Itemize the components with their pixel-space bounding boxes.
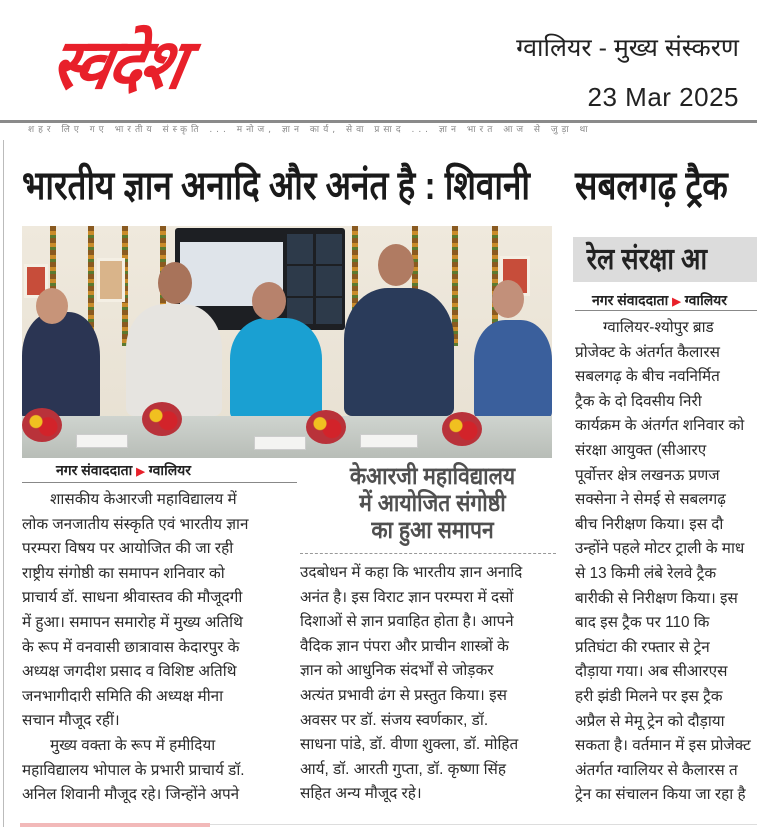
text-line: पूर्वोत्तर क्षेत्र लखनऊ प्रणज (575, 466, 720, 484)
bottom-rule (210, 824, 757, 825)
subheadline-rule (300, 553, 556, 554)
byline-city: ग्वालियर (684, 292, 728, 308)
screen-tile (316, 234, 342, 264)
text-line: ज्ञान को आधुनिक संदर्भों से जोड़कर (300, 662, 494, 680)
text-line: दौड़ाया गया। अब सीआरएस (575, 663, 728, 681)
byline-arrow-icon: ▶ (672, 296, 681, 308)
text-line: हरी झंडी मिलने पर इस ट्रैक (575, 687, 723, 705)
right-article-column (575, 316, 757, 808)
byline-city: ग्वालियर (148, 462, 192, 478)
subheadline-line: केआरजी महाविद्यालय (349, 463, 516, 490)
main-byline (56, 461, 191, 480)
text-line: प्राचार्य डॉ. साधना श्रीवास्तव की मौजूदगी (22, 589, 243, 607)
main-article-column-2 (300, 561, 556, 807)
text-line: कार्यक्रम के अंतर्गत शनिवार को (575, 417, 745, 435)
text-line: महाविद्यालय भोपाल के प्रभारी प्राचार्य डॉ. (22, 761, 245, 779)
subheadline-line: में आयोजित संगोष्ठी (359, 490, 506, 517)
person-man-vest (344, 288, 454, 416)
text-line: सचान मौजूद रहीं। (22, 712, 120, 730)
person-head (36, 288, 68, 324)
person-head (492, 280, 524, 318)
screen-tile (287, 266, 313, 296)
text-line: बाद इस ट्रैक पर 110 कि (575, 614, 710, 632)
text-line: संरक्षा आयुक्त (सीआरए (575, 441, 707, 459)
name-card (254, 436, 306, 450)
text-line: प्रोजेक्ट के अंतर्गत कैलारस (575, 343, 720, 361)
text-line: से 13 किमी लंबे रेलवे ट्रैक (575, 564, 717, 582)
flower-bouquet (306, 410, 346, 444)
text-line: में हुआ। समापन समारोह में मुख्य अतिथि (22, 613, 243, 631)
screen-tile (316, 298, 342, 324)
person-head (158, 262, 192, 304)
text-line: लोक जनजातीय संस्कृति एवं भारतीय ज्ञान (22, 515, 249, 533)
screen-tile (316, 266, 342, 296)
text-line: ग्वालियर-श्योपुर ब्राड (603, 319, 714, 336)
subheadline-line: का हुआ समापन (371, 517, 494, 544)
text-line: सहित अन्य मौजूद रहे। (300, 785, 422, 803)
right-article-kicker (573, 237, 757, 282)
text-line: वैदिक ज्ञान पंपरा और प्राचीन शास्त्रों के (300, 637, 509, 655)
text-line: उदबोधन में कहा कि भारतीय ज्ञान अनादि (300, 564, 523, 581)
text-line: बीच निरीक्षण किया। इस दौ (575, 515, 724, 533)
wall-poster (97, 258, 125, 302)
byline-arrow-icon: ▶ (136, 466, 145, 478)
text-line: अंतर्गत ग्वालियर से कैलारस त (575, 761, 738, 779)
main-article-column-1 (22, 488, 298, 808)
edition-label: ग्वालियर - मुख्य संस्करण (516, 34, 739, 62)
text-line: अनिल शिवानी मौजूद रहे। जिन्होंने अपने (22, 786, 240, 804)
main-article-subheadline (329, 463, 536, 544)
text-line: अध्यक्ष जगदीश प्रसाद व विशिष्ट अतिथि (22, 663, 237, 681)
text-line: अवसर पर डॉ. संजय स्वर्णकार, डॉ. (300, 711, 489, 729)
cut-off-text-strip: शहर लिए गए भारतीय संस्कृति ... मनोज, ज्ञान कार्य, सेवा प्रसाद ... ज्ञान भारत आज से जुड़ा था (28, 125, 592, 135)
logo-text: स्वदेश (44, 24, 190, 105)
byline-reporter: नगर संवाददाता (592, 292, 669, 308)
person-man-white-shirt (126, 304, 222, 416)
screen-tile (287, 234, 313, 264)
person-woman-blue-saree (230, 318, 322, 420)
person-head (252, 282, 286, 320)
person-head (378, 244, 414, 286)
masthead (0, 0, 757, 120)
kicker-text: रेल संरक्षा आ (586, 243, 708, 276)
text-line: ट्रैक के दो दिवसीय निरी (575, 392, 702, 410)
text-line: अप्रैल से मेमू ट्रेन को दौड़ाया (575, 712, 725, 730)
text-line: अनंत है। इस विराट ज्ञान परम्परा में दसों (300, 588, 514, 606)
flower-bouquet (22, 408, 62, 442)
text-line: राष्ट्रीय संगोष्ठी का समापन शनिवार को (22, 564, 225, 582)
page-edge-line (3, 140, 4, 827)
person-left-woman (22, 312, 100, 422)
text-line: आर्य, डॉ. आरती गुप्ता, डॉ. कृष्णा सिंह (300, 760, 506, 778)
text-line: शासकीय केआरजी महाविद्यालय में (50, 491, 237, 508)
flower-bouquet (442, 412, 482, 446)
byline-rule (22, 482, 297, 483)
byline-rule (575, 310, 757, 311)
text-line: ट्रेन का संचालन किया जा रहा है (575, 786, 746, 804)
name-card (76, 434, 128, 448)
text-line: मुख्य वक्ता के रूप में हमीदिया (50, 736, 216, 754)
event-photo (22, 226, 552, 458)
name-card (360, 434, 418, 448)
text-line: सक्सेना ने सेमई से सबलगढ़ (575, 491, 726, 509)
bottom-accent-bar (20, 823, 210, 827)
text-line: के रूप में वनवासी छात्रावास केदारपुर के (22, 638, 240, 656)
text-line: उन्होंने पहले मोटर ट्राली के माध (575, 540, 745, 558)
main-article-headline: भारतीय ज्ञान अनादि और अनंत है : शिवानी (22, 164, 530, 208)
text-line: सबलगढ़ के बीच नवनिर्मित (575, 368, 720, 386)
text-line: दिशाओं से ज्ञान प्रवाहित होता है। आपने (300, 613, 514, 631)
right-article-headline: सबलगढ़ ट्रैक (575, 164, 728, 208)
text-line: जनभागीदारी समिति की अध्यक्ष मीना (22, 687, 224, 705)
text-line: परम्परा विषय पर आयोजित की जा रही (22, 540, 234, 558)
right-byline (592, 291, 727, 310)
byline-reporter: नगर संवाददाता (56, 462, 133, 478)
newspaper-logo (44, 22, 397, 108)
publication-date: 23 Mar 2025 (587, 82, 739, 112)
flower-bouquet (142, 402, 182, 436)
person-right-woman (474, 320, 552, 420)
text-line: साधना पांडे, डॉ. वीणा शुक्ला, डॉ. मोहित (300, 736, 519, 754)
text-line: प्रतिघंटा की रफ्तार से ट्रेन (575, 638, 710, 656)
text-line: अत्यंत प्रभावी ढंग से प्रस्तुत किया। इस (300, 686, 507, 704)
text-line: सकता है। वर्तमान में इस प्रोजेक्ट (575, 737, 751, 755)
text-line: बारीकी से निरीक्षण किया। इस (575, 589, 738, 607)
